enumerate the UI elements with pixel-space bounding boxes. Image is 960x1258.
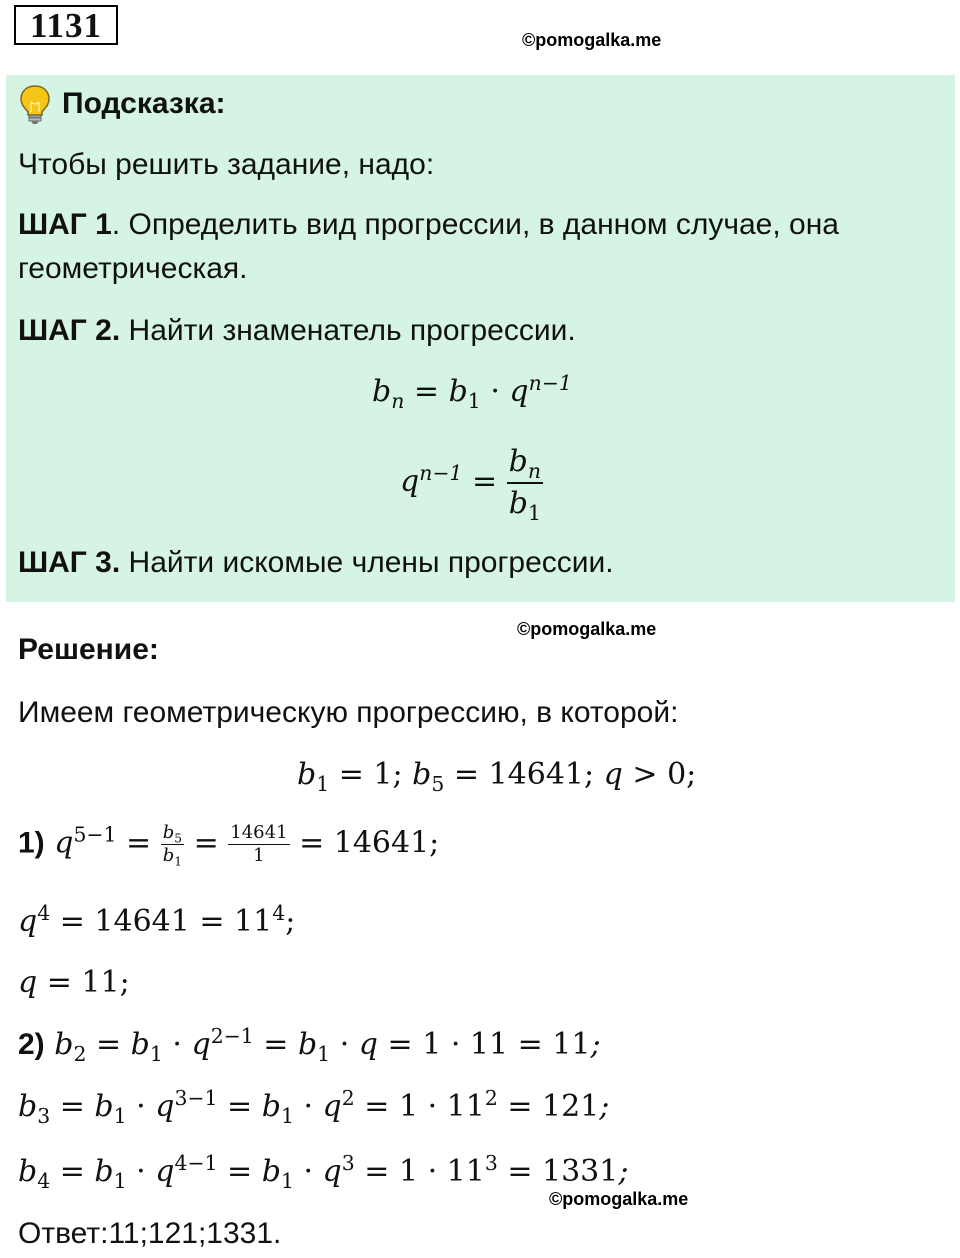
step2-label: ШАГ 2. [18, 314, 121, 347]
b2-line: 2) $b_2 = b_1 \cdot q^{2-1} = b_1 \cdot q = 1 \cdot 11 = 11$; [18, 1024, 601, 1066]
given-values: $b_1 = 1$; $b_5 = 14641$; q > 0; [297, 757, 697, 796]
step1-calc: 1) $q^{5-1}$ = $\frac{b_5}{b_1}$ = $\frac{14641}{1}$ = 14641; [18, 822, 440, 869]
b4-line: $b_4 = b_1 \cdot q^{4-1} = b_1 \cdot q^3 = 1 \cdot 11^3 = 1331$; [18, 1151, 629, 1193]
q4-line: $q^4 = 14641 = 11^4$; [18, 901, 296, 939]
step1-text: . Определить вид прогрессии, в данном случае, она [111, 208, 839, 241]
answer: Ответ:11;121;1331. [18, 1217, 282, 1250]
b3-line: $b_3 = b_1 \cdot q^{3-1} = b_1 \cdot q^2 = 1 \cdot 11^2 = 121$; [18, 1086, 610, 1128]
hint-step1 [18, 207, 943, 243]
hint-step2 [18, 313, 576, 349]
hint-title: Подсказка: [62, 87, 226, 120]
step1-text-line2: геометрическая. [18, 252, 248, 285]
watermark-bottom: ©pomogalka.me [549, 1189, 689, 1209]
item1-label: 1) [18, 826, 45, 860]
watermark-top: ©pomogalka.me [522, 30, 662, 50]
solution-intro: Имеем геометрическую прогрессию, в которой: [18, 696, 679, 729]
step3-label: ШАГ 3. [18, 546, 121, 579]
formula-general-term: $b_n = b_1 \cdot q^{n-1}$ [372, 371, 572, 413]
solution-title: Решение: [18, 633, 159, 666]
step2-text: Найти знаменатель прогрессии. [120, 314, 576, 347]
step1-label: ШАГ 1 [18, 208, 112, 241]
formula-ratio: $q^{n-1}$ = $\frac{b_n}{b_1}$ [400, 444, 541, 525]
step3-text: Найти искомые члены прогрессии. [120, 546, 614, 579]
hint-step3 [18, 545, 614, 581]
watermark-middle: ©pomogalka.me [517, 619, 657, 639]
lightbulb-icon [18, 84, 52, 131]
q-line: q = 11; [18, 965, 130, 1000]
task-number: 1131 [14, 5, 118, 45]
hint-intro: Чтобы решить задание, надо: [18, 148, 435, 181]
item2-label: 2) [18, 1028, 45, 1061]
